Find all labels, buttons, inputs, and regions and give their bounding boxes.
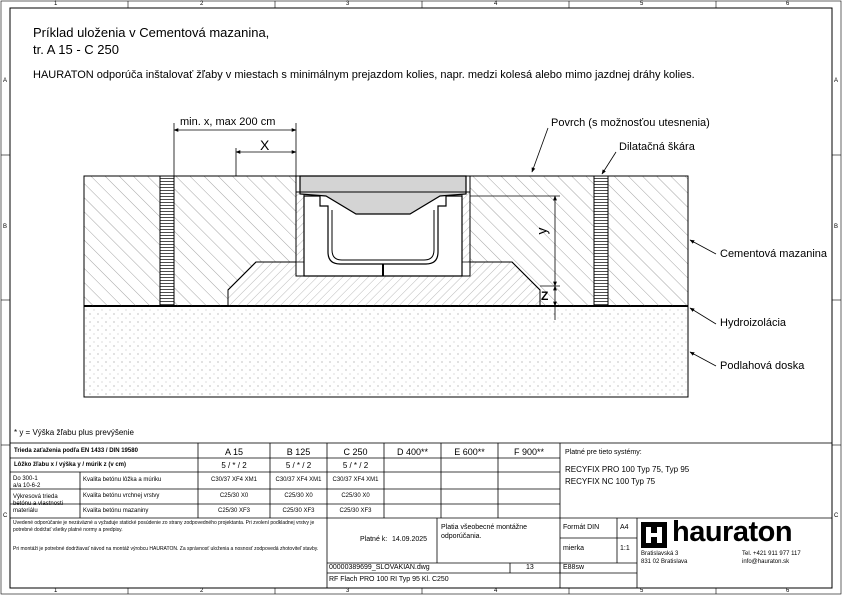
column-marker-4: 4 [494, 1, 498, 7]
column-marker-3-bottom: 3 [346, 588, 350, 594]
channel-inner-wall [332, 210, 434, 260]
callout-slab: Podlahová doska [720, 360, 805, 372]
systems-heading: Platné pre tieto systémy: [565, 449, 642, 456]
callout-screed: Cementová mazanina [720, 248, 828, 260]
page-number: 13 [526, 564, 534, 571]
callout-surface: Povrch (s možnosťou utesnenia) [551, 117, 710, 129]
row-label-class: Trieda zaťaženia podľa EN 1433 / DIN 19580 [14, 448, 138, 454]
row-sub-top: Kvalita betónu vrchnej vrstvy [83, 493, 160, 499]
dimension-y-label: y [533, 227, 550, 235]
column-marker-1-bottom: 1 [54, 588, 58, 594]
expansion-joint-right [594, 176, 608, 306]
callout-waterproofing: Hydroizolácia [720, 317, 787, 329]
company-email: info@hauraton.sk [742, 559, 790, 565]
system-1: RECYFIX PRO 100 Typ 75, Typ 95 [565, 465, 690, 474]
validity-note: Platia všeobecné montážne odporúčania. [441, 524, 527, 540]
system-2: RECYFIX NC 100 Typ 75 [565, 477, 656, 486]
row-label-concrete: Výkresová trieda betónu a vlastnosti materiálu [13, 494, 64, 514]
concrete3-b125: C25/30 XF3 [282, 508, 315, 514]
floor-slab [84, 306, 688, 397]
hauraton-logo-text: hauraton [672, 516, 793, 548]
concrete1-b125: C30/37 XF4 XM1 [275, 477, 322, 483]
screed-left-outer [84, 176, 160, 306]
scale-label: mierka [563, 545, 585, 552]
row-sub-screed: Kvalita betónu mazaniny [83, 508, 149, 514]
company-phone: Tel. +421 911 977 117 [742, 551, 801, 557]
row-marker-a-right: A [834, 78, 839, 84]
row-marker-b: B [3, 224, 8, 230]
row-label-norm-a: Do 300-1 [13, 476, 38, 482]
drawing-title: RF Flach PRO 100 RI Typ 95 Kl. C250 [329, 576, 449, 583]
footnote: * y = Výška žľabu plus prevýšenie [14, 428, 134, 437]
callout-joint: Dilatačná škára [619, 141, 695, 153]
column-marker-2: 2 [200, 1, 204, 7]
column-marker-2-bottom: 2 [200, 588, 204, 594]
class-a15: A 15 [224, 447, 244, 457]
format-label: Formát DIN [563, 524, 600, 531]
column-marker-3: 3 [346, 1, 350, 7]
dims-b125: 5 / * / 2 [285, 461, 312, 470]
class-d400: D 400** [396, 447, 429, 457]
column-marker-6-bottom: 6 [786, 588, 790, 594]
screed-right-outer [608, 176, 688, 306]
valid-from-label: Platné k: [360, 536, 388, 543]
dims-a15: 5 / * / 2 [221, 461, 247, 470]
expansion-joint-left [160, 176, 174, 306]
row-marker-a: A [3, 78, 8, 84]
concrete3-a15: C25/30 XF3 [217, 508, 251, 514]
valid-from-date: 14.09.2025 [392, 536, 428, 543]
row-marker-c: C [3, 513, 8, 519]
language-code: E88sw [563, 564, 585, 571]
dimension-x-label: X [260, 137, 270, 153]
class-c250: C 250 [343, 447, 368, 457]
row-marker-b-right: B [834, 224, 839, 230]
concrete1-a15: C30/37 XF4 XM1 [210, 477, 258, 483]
concrete3-c250: C25/30 XF3 [339, 508, 372, 514]
column-marker-5-bottom: 5 [640, 588, 644, 594]
dimension-z-label: Z [541, 289, 549, 303]
concrete2-b125: C25/30 X0 [284, 493, 313, 499]
dimension-min-label: min. x, max 200 cm [180, 116, 276, 128]
company-address-2: 831 02 Bratislava [641, 559, 688, 565]
disclaimer-2: Pri montáži je potrebné dodržiavať návod na montáž výrobcu HAURATON. Za správnosť uloženia a nosnosť zodpovedá zhotoviteľ stavby. [13, 546, 319, 552]
concrete2-c250: C25/30 X0 [341, 493, 370, 499]
row-marker-c-right: C [834, 513, 839, 519]
drawing-file: 00000389699_SLOVAKIAN.dwg [329, 564, 430, 571]
page-title-line1: Príklad uloženia v Cementová mazanina, [33, 25, 270, 40]
page-title-line2: tr. A 15 - C 250 [33, 42, 119, 57]
company-address-1: Bratislavská 3 [641, 551, 679, 557]
row-sub-bedding: Kvalita betónu lôžka a múriku [83, 477, 162, 483]
class-e600: E 600** [454, 447, 485, 457]
installation-note: HAURATON odporúča inštalovať žľaby v miestach s minimálnym prejazdom kolies, napr. medzi kolesá alebo mimo jazdnej dráhy kolies. [33, 69, 695, 81]
column-marker-5: 5 [640, 1, 644, 7]
column-marker-4-bottom: 4 [494, 588, 498, 594]
column-marker-1: 1 [54, 1, 58, 7]
scale-value: 1:1 [620, 545, 630, 552]
concrete1-c250: C30/37 XF4 XM1 [332, 477, 379, 483]
disclaimer-1: Uvedené odporúčanie je nezáväzné a vyžaduje statické posúdenie zo strany zodpovedného projektanta. Pri zvolení podkladnej vrstvy je potrebné dodržať všetky platné normy a predpisy. [13, 520, 315, 533]
row-label-dims: Lôžko žľabu x / výška y / múrik z (v cm) [14, 462, 127, 468]
class-b125: B 125 [286, 447, 311, 457]
row-label-norm-b: a/a 10-6-2 [13, 483, 41, 489]
class-f900: F 900** [513, 447, 545, 457]
column-marker-6: 6 [786, 1, 790, 7]
format-value: A4 [620, 524, 629, 531]
dims-c250: 5 / * / 2 [342, 461, 369, 470]
concrete2-a15: C25/30 X0 [219, 493, 249, 499]
